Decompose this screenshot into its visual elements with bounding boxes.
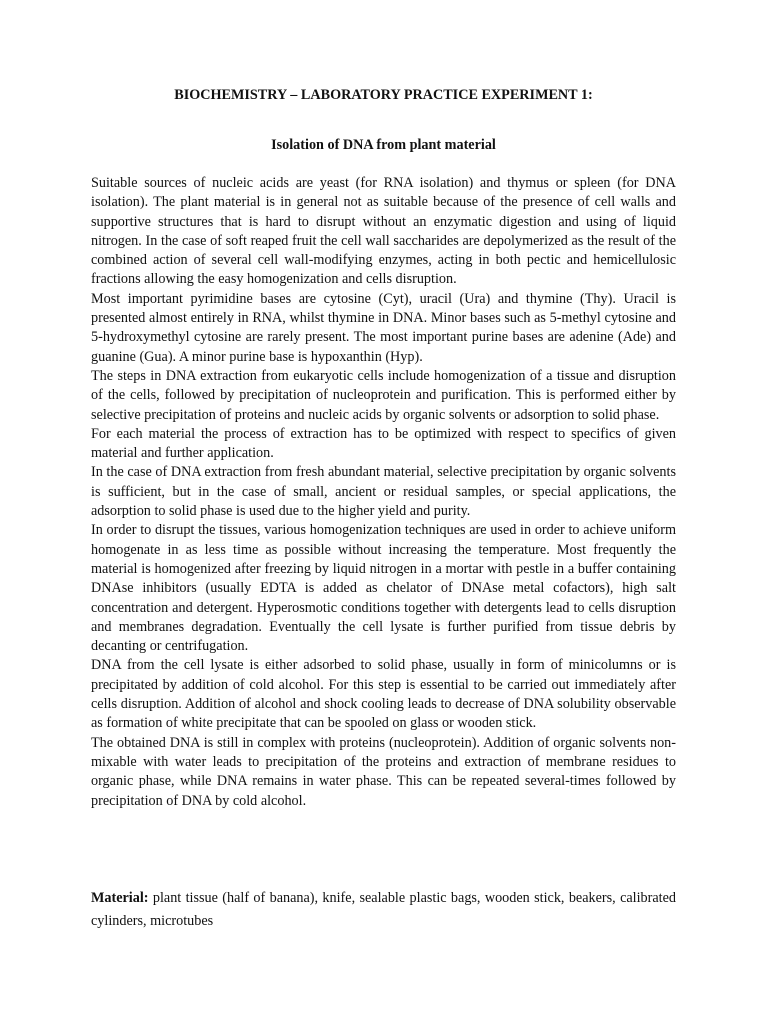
document-title: BIOCHEMISTRY – LABORATORY PRACTICE EXPERIMENT 1: (174, 87, 593, 103)
paragraph-homogenization: In order to disrupt the tissues, various homogenization techniques are used in order to achieve uniform homogenate in as less time as possible without increasing the temperature. Most frequently the material is homogenized after freezing by liquid nitrogen in a mortar with pestle in a buffer containing DNAse inhibitors (usually EDTA is added as chelator of DNAse metal cofactors), high salt concentration and detergent. Hyperosmotic conditions together with detergents lead to cells disruption and membranes degradation. Eventually the cell lysate is further purified from tissue debris by decanting or centrifugation. (91, 522, 676, 655)
paragraph-optimization: For each material the process of extraction has to be optimized with respect to specifics of given material and further application. (91, 425, 676, 462)
document-subtitle: Isolation of DNA from plant material (271, 137, 496, 153)
material-list (91, 887, 676, 932)
material-label: Material: (91, 890, 149, 906)
paragraph-nucleic-acid-sources: Suitable sources of nucleic acids are yeast (for RNA isolation) and thymus or spleen (for DNA isolation). The plant material is in general not as suitable because of the presence of cell walls and supportive structures that is hard to disrupt without an enzymatic digestion and using of liquid nitrogen. In the case of soft reaped fruit the cell wall saccharides are depolymerized as the result of the combined action of several cell wall-modifying enzymes, acting in both pectic and hemicellulosic fractions allowing the easy homogenization and cells disruption. (91, 175, 676, 288)
document-body (91, 174, 676, 811)
paragraph-cell-lysate: DNA from the cell lysate is either adsorbed to solid phase, usually in form of minicolumns or is precipitated by addition of cold alcohol. For this step is essential to be carried out immediately after cells disruption. Addition of alcohol and shock cooling leads to decrease of DNA solubility observable as formation of white precipitate that can be spooled on glass or wooden stick. (91, 657, 676, 732)
paragraph-fresh-material: In the case of DNA extraction from fresh abundant material, selective precipitation by organic solvents is sufficient, but in the case of small, ancient or residual samples, or special applications, the adsorption to solid phase is used due to the higher yield and purity. (91, 464, 676, 520)
material-text: plant tissue (half of banana), knife, sealable plastic bags, wooden stick, beakers, calibrated cylinders, microtubes (91, 890, 676, 929)
paragraph-extraction-steps: The steps in DNA extraction from eukaryotic cells include homogenization of a tissue and disruption of the cells, followed by precipitation of nucleoprotein and purification. This is performed either by selective precipitation of proteins and nucleic acids by organic solvents or adsorption to solid phase. (91, 367, 676, 423)
paragraph-nucleoprotein: The obtained DNA is still in complex with proteins (nucleoprotein). Addition of organic solvents non-mixable with water leads to precipitation of the proteins and extraction of membrane residues to organic phase, while DNA remains in water phase. This can be repeated several-times followed by precipitation of DNA by cold alcohol. (91, 734, 676, 809)
paragraph-pyrimidine-bases: Most important pyrimidine bases are cytosine (Cyt), uracil (Ura) and thymine (Thy). Uracil is presented almost entirely in RNA, whilst thymine in DNA. Minor bases such as 5-methyl cytosine and 5-hydroxymethyl cytosine are rarely present. The most important purine bases are adenine (Ade) and guanine (Gua). A minor purine base is hypoxanthin (Hyp). (91, 290, 676, 365)
